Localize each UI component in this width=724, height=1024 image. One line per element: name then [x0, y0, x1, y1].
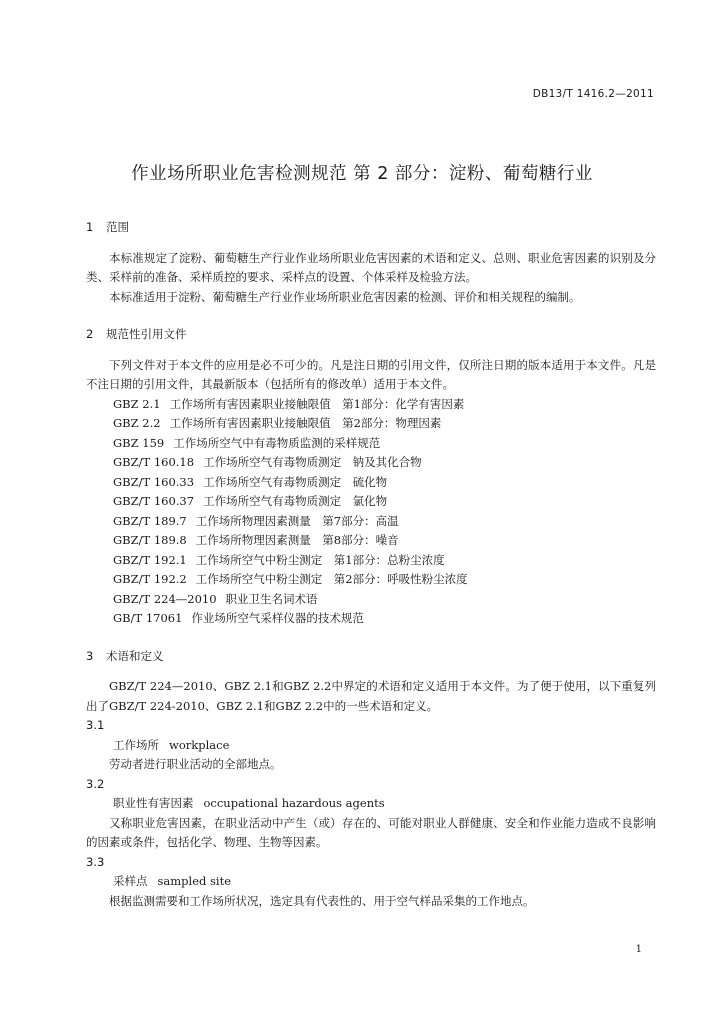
reference-title: 工作场所物理因素测量 第7部分：高温: [195, 513, 399, 528]
document-title: 作业场所职业危害检测规范 第 2 部分：淀粉、葡萄糖行业: [131, 164, 593, 184]
reference-item: [86, 551, 656, 571]
term-number: 3.3: [86, 854, 105, 869]
reference-title: 工作场所有害因素职业接触限值 第1部分：化学有害因素: [169, 396, 465, 411]
reference-list: [86, 395, 656, 629]
term-zh: 职业性有害因素: [113, 796, 194, 810]
reference-code: GB/T 17061: [113, 611, 183, 625]
reference-code: GBZ 2.2: [113, 416, 161, 430]
reference-code: GBZ/T 160.37: [113, 494, 195, 508]
section-1-title: 范围: [106, 220, 129, 234]
section-1-number: 1: [86, 220, 94, 234]
reference-item: [86, 570, 656, 590]
term-name: [86, 872, 656, 892]
term-number: 3.2: [86, 776, 105, 791]
reference-code: GBZ 2.1: [113, 396, 161, 411]
reference-item: [86, 531, 656, 551]
reference-code: GBZ/T 160.18: [113, 455, 195, 469]
reference-code: GBZ/T 189.7: [113, 513, 187, 528]
reference-code: GBZ/T 192.2: [113, 572, 187, 586]
reference-item: [86, 434, 656, 454]
reference-title: 职业卫生名词术语: [225, 591, 318, 606]
term-en: workplace: [169, 737, 230, 752]
reference-item: [86, 512, 656, 532]
reference-code: GBZ/T 160.33: [113, 474, 195, 489]
term-name: [86, 794, 656, 814]
term-name: [86, 736, 656, 756]
term-zh: 工作场所: [113, 737, 159, 752]
term-zh: 采样点: [113, 874, 148, 888]
section-3-number: 3: [86, 648, 94, 663]
section-2-intro: 下列文件对于本文件的应用是必不可少的。凡是注日期的引用文件，仅所注日期的版本适用于本文件。凡是不注日期的引用文件，其最新版本（包括所有的修改单）适用于本文件。: [86, 357, 656, 391]
reference-title: 工作场所空气有毒物质测定 硫化物: [203, 474, 388, 489]
reference-code: GBZ/T 224—2010: [113, 591, 217, 606]
reference-code: GBZ/T 189.8: [113, 533, 187, 547]
section-3-intro: GBZ/T 224—2010、GBZ 2.1和GBZ 2.2中界定的术语和定义适用于本文件。为了便于使用，以下重复列出了GBZ/T 224-2010、GBZ 2.1和GBZ 2.2中的一些术语和定义。: [86, 679, 656, 713]
reference-item: [86, 414, 656, 434]
reference-title: 工作场所有害因素职业接触限值 第2部分：物理因素: [169, 416, 442, 430]
reference-item: [86, 453, 656, 473]
reference-code: GBZ/T 192.1: [113, 552, 187, 567]
reference-title: 工作场所物理因素测量 第8部分：噪音: [195, 533, 399, 547]
standard-code: DB13/T 1416.2—2011: [532, 88, 654, 100]
term-number: 3.1: [86, 718, 105, 732]
section-3-heading: [86, 647, 656, 667]
page-number: 1: [635, 944, 642, 955]
term-definition: 劳动者进行职业活动的全部地点。: [109, 757, 282, 771]
section-1-paragraph: 本标准适用于淀粉、葡萄糖生产行业作业场所职业危害因素的检测、评价和相关规程的编制。: [109, 289, 581, 304]
reference-item: [86, 590, 656, 610]
reference-title: 工作场所空气中有毒物质监测的采样规范: [173, 435, 381, 450]
term-en: sampled site: [157, 874, 232, 888]
reference-item: [86, 473, 656, 493]
document-body: [86, 218, 656, 911]
term-en: occupational hazardous agents: [203, 796, 385, 810]
reference-item: [86, 395, 656, 415]
reference-title: 作业场所空气采样仪器的技术规范: [191, 611, 364, 625]
section-1-paragraph: 本标准规定了淀粉、葡萄糖生产行业作业场所职业危害因素的术语和定义、总则、职业危害因素的识别及分类、采样前的准备、采样质控的要求、采样点的设置、个体采样及检验方法。: [86, 250, 656, 284]
section-2-heading: [86, 325, 656, 345]
section-1-heading: [86, 218, 656, 238]
term-definition: 根据监测需要和工作场所状况，选定具有代表性的、用于空气样品采集的工作地点。: [109, 893, 535, 908]
reference-code: GBZ 159: [113, 435, 165, 450]
section-2-number: 2: [86, 327, 94, 341]
reference-title: 工作场所空气有毒物质测定 钠及其化合物: [203, 455, 422, 469]
reference-title: 工作场所空气有毒物质测定 氯化物: [203, 494, 388, 508]
reference-title: 工作场所空气中粉尘测定 第2部分：呼吸性粉尘浓度: [195, 572, 468, 586]
section-2-title: 规范性引用文件: [106, 327, 187, 341]
reference-item: [86, 492, 656, 512]
term-definition: 又称职业危害因素，在职业活动中产生（或）存在的、可能对职业人群健康、安全和作业能力造成不良影响的因素或条件，包括化学、物理、生物等因素。: [86, 815, 656, 849]
reference-item: [86, 609, 656, 629]
section-3-title: 术语和定义: [106, 648, 164, 663]
reference-title: 工作场所空气中粉尘测定 第1部分：总粉尘浓度: [195, 552, 445, 567]
